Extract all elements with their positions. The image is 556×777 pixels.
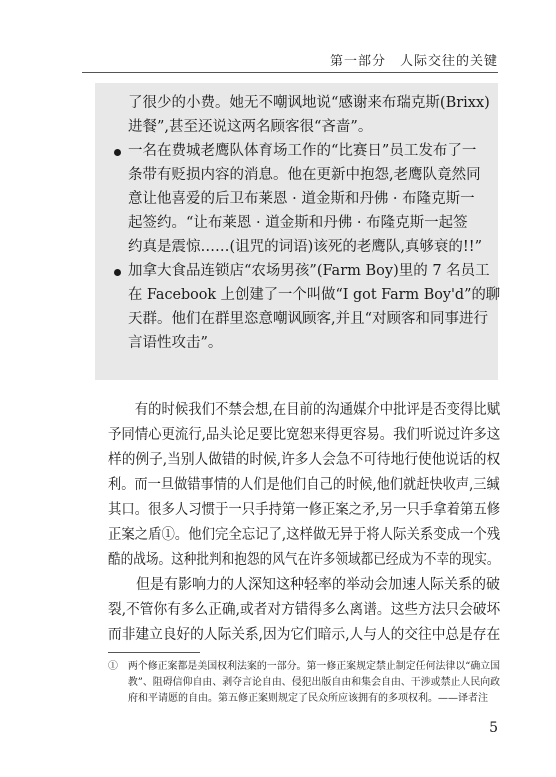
body-line: 但是有影响力的人深知这种轻率的举动会加速人际关系的破 xyxy=(108,577,500,593)
body-line: 样的例子,当别人做错的时候,许多人会急不可待地行使他说话的权 xyxy=(108,452,501,468)
bullet-1-line: 意让他喜爱的后卫布莱恩 · 道金斯和丹佛 · 布隆克斯一 xyxy=(128,191,475,207)
box-continuation-line: 进餐”,甚至还说这两名顾客很“吝啬”。 xyxy=(128,119,373,135)
body-line: 正案之盾①。他们完全忘记了,这样做无异于将人际关系变成一个残 xyxy=(108,527,501,543)
footnote-rule xyxy=(108,652,200,653)
bullet-1-line: 约真是震惊……(诅咒的词语)该死的老鹰队,真够衰的!!” xyxy=(128,239,482,255)
page-number: 5 xyxy=(489,720,498,736)
body-line: 予同情心更流行,品头论足要比宽恕来得更容易。我们听说过许多这 xyxy=(108,427,501,443)
bullet-1-line: 起签约。“让布莱恩 · 道金斯和丹佛 · 布隆克斯一起签 xyxy=(128,215,468,231)
box-continuation-line: 了很少的小费。她无不嘲讽地说“感谢来布瑞克斯(Brixx) xyxy=(128,95,490,111)
body-line: 其口。很多人习惯于一只手持第一修正案之矛,另一只手拿着第五修 xyxy=(108,502,501,518)
bullet-1-line: 一名在费城老鹰队体育场工作的“比赛日”员工发布了一 xyxy=(128,143,477,159)
bullet-2-line: 在 Facebook 上创建了一个叫做“I got Farm Boy'd”的聊 xyxy=(128,287,501,303)
running-header: 第一部分 人际交往的关键 xyxy=(329,54,498,69)
footnote-line: ① 两个修正案都是美国权利法案的一部分。第一修正案规定禁止制定任何法律以“确立国 xyxy=(108,661,501,672)
body-line: 裂,不管你有多么正确,或者对方错得多么离谱。这些方法只会破坏 xyxy=(108,602,501,618)
body-line: 而非建立良好的人际关系,因为它们暗示,人与人的交往中总是存在 xyxy=(108,627,501,643)
body-line: 利。而一旦做错事情的人们是他们自己的时候,他们就赶快收声,三缄 xyxy=(108,477,500,493)
bullet-2-line: 天群。他们在群里恣意嘲讽顾客,并且“对顾客和同事进行 xyxy=(128,311,489,327)
body-line: 有的时候我们不禁会想,在目前的沟通媒介中批评是否变得比赋 xyxy=(108,402,501,418)
bullet-2-line: 加拿大食品连锁店“农场男孩”(Farm Boy)里的 7 名员工 xyxy=(128,263,490,279)
bullet-2-line: 言语性攻击”。 xyxy=(128,335,223,351)
bullet-icon xyxy=(114,149,121,156)
footnote-line: 教”、阻碍信仰自由、剥夺言论自由、侵犯出版自由和集会自由、干涉或禁止人民向政 xyxy=(108,677,501,688)
bullet-1-line: 条带有贬损内容的消息。他在更新中抱怨,老鹰队竟然同 xyxy=(128,167,481,183)
footnote-line: 府和平请愿的自由。第五修正案则规定了民众所应该拥有的多项权利。——译者注 xyxy=(108,693,488,704)
body-line: 酷的战场。这种批判和抱怨的风气在许多领域都已经成为不幸的现实。 xyxy=(108,552,500,568)
bullet-icon xyxy=(114,269,121,276)
header-rule xyxy=(82,72,498,73)
